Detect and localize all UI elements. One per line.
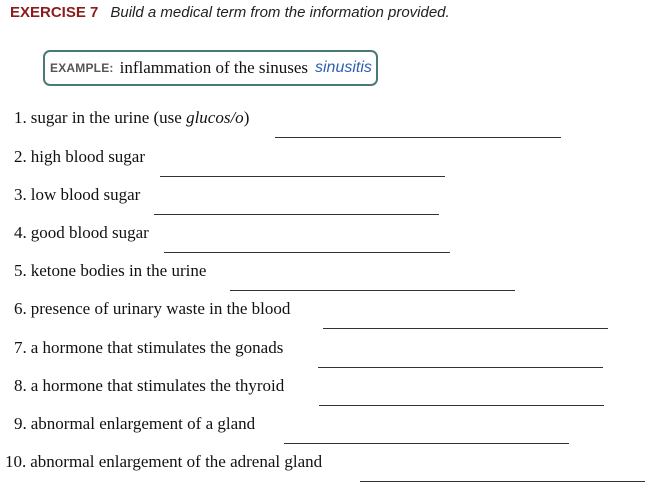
item-text: good blood sugar — [30, 223, 149, 242]
item-question — [14, 261, 206, 281]
item-text-after: ) — [243, 108, 250, 127]
answer-blank[interactable] — [284, 443, 569, 444]
example-box — [43, 50, 378, 86]
item-question — [14, 185, 140, 205]
answer-blank[interactable] — [319, 405, 604, 406]
item-text: abnormal enlargement of a gland — [30, 414, 256, 433]
item-question — [14, 376, 284, 396]
exercise-item-1 — [0, 108, 660, 146]
item-number: 3. — [14, 185, 27, 204]
item-question — [14, 147, 145, 167]
item-text: low blood sugar — [30, 185, 141, 204]
item-question — [5, 452, 322, 472]
exercise-item-8 — [0, 376, 660, 414]
item-text: presence of urinary waste in the blood — [30, 299, 291, 318]
answer-blank[interactable] — [323, 328, 608, 329]
item-question — [14, 223, 149, 243]
item-number: 4. — [14, 223, 27, 242]
item-text: a hormone that stimulates the gonads — [30, 338, 284, 357]
answer-blank[interactable] — [154, 214, 439, 215]
item-number: 7. — [14, 338, 27, 357]
exercise-item-7 — [0, 338, 660, 376]
item-hint: glucos/o — [186, 108, 244, 127]
exercise-header — [10, 4, 450, 22]
answer-blank[interactable] — [318, 367, 603, 368]
exercise-item-10 — [0, 452, 660, 490]
exercise-item-4 — [0, 223, 660, 261]
item-text: high blood sugar — [30, 147, 146, 166]
answer-blank[interactable] — [164, 252, 450, 253]
item-question — [14, 414, 255, 434]
exercise-item-6 — [0, 299, 660, 337]
item-text: abnormal enlargement of the adrenal gland — [30, 452, 323, 471]
exercise-instruction: Build a medical term from the information provided. — [110, 4, 450, 21]
item-number: 2. — [14, 147, 27, 166]
exercise-item-2 — [0, 147, 660, 185]
item-number: 5. — [14, 261, 27, 280]
example-answer: sinusitis — [315, 59, 372, 76]
item-number: 10. — [5, 452, 27, 471]
exercise-label: EXERCISE 7 — [10, 4, 99, 21]
answer-blank[interactable] — [160, 176, 445, 177]
item-question — [14, 338, 283, 358]
item-number: 8. — [14, 376, 27, 395]
item-text: sugar in the urine (use — [30, 108, 187, 127]
item-number: 9. — [14, 414, 27, 433]
example-tag: EXAMPLE: — [50, 61, 114, 75]
answer-blank[interactable] — [360, 481, 645, 482]
item-question — [14, 299, 290, 319]
exercise-item-5 — [0, 261, 660, 299]
item-text: ketone bodies in the urine — [30, 261, 207, 280]
item-number: 1. — [14, 108, 27, 127]
example-prompt: inflammation of the sinuses — [119, 58, 308, 77]
item-text: a hormone that stimulates the thyroid — [30, 376, 285, 395]
answer-blank[interactable] — [275, 137, 561, 138]
exercise-item-3 — [0, 185, 660, 223]
answer-blank[interactable] — [230, 290, 515, 291]
exercise-item-9 — [0, 414, 660, 452]
item-number: 6. — [14, 299, 27, 318]
item-question — [14, 108, 249, 128]
